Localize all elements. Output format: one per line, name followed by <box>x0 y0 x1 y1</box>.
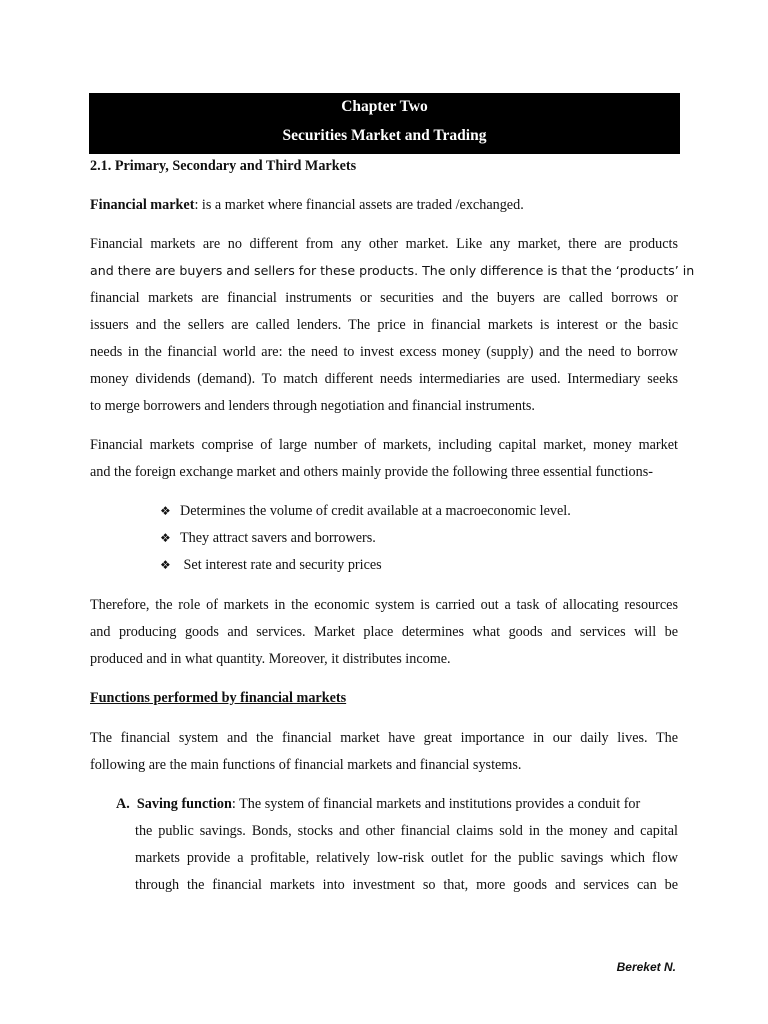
list-item-text: : The system of financial markets and institutions provides a conduit for <box>231 796 641 812</box>
para1-line: money dividends (demand). To match different needs intermediaries are used. Intermediary seeks <box>90 371 678 387</box>
diamond-bullet-icon: ❖ <box>160 504 171 518</box>
functions-heading <box>90 689 678 707</box>
diamond-bullet-icon: ❖ <box>160 558 171 572</box>
para2-line: and the foreign exchange market and others mainly provide the following three essential functions- <box>90 464 653 480</box>
section-heading: 2.1. Primary, Secondary and Third Markets <box>90 158 357 174</box>
definition-term: Financial market <box>90 197 195 213</box>
chapter-title-box <box>89 93 680 154</box>
bullet-item <box>160 502 571 520</box>
chapter-label: Chapter Two <box>341 98 428 115</box>
para1-line: financial markets are financial instruments or securities and the buyers are called borrows or <box>90 290 678 306</box>
diamond-bullet-icon: ❖ <box>160 531 171 545</box>
bullet-text: Determines the volume of credit available at a macroeconomic level. <box>180 503 571 519</box>
para3-line: Therefore, the role of markets in the economic system is carried out a task of allocating resources <box>90 597 678 613</box>
para1-line: and there are buyers and sellers for these products. The only difference is that the ‘products’ in <box>90 263 695 278</box>
list-item-term: Saving function <box>136 796 232 812</box>
para3-line: produced and in what quantity. Moreover, it distributes income. <box>90 651 451 667</box>
list-item-a <box>116 795 640 813</box>
para1-line: needs in the financial world are: the need to invest excess money (supply) and the need to borrow <box>90 344 678 360</box>
bullet-item <box>160 556 382 574</box>
bullet-text: Set interest rate and security prices <box>180 557 382 573</box>
chapter-title: Securities Market and Trading <box>282 127 487 144</box>
functions-heading-text: Functions performed by financial markets <box>90 690 347 706</box>
para1-line: issuers and the sellers are called lenders. The price in financial markets is interest or the basic <box>90 317 678 333</box>
para2-line: Financial markets comprise of large number of markets, including capital market, money market <box>90 437 678 453</box>
list-marker: A. <box>116 796 130 812</box>
para4-line: following are the main functions of financial markets and financial systems. <box>90 757 522 773</box>
para1-line: to merge borrowers and lenders through negotiation and financial instruments. <box>90 398 535 414</box>
definition-text: : is a market where financial assets are traded /exchanged. <box>194 197 524 213</box>
para1-line: Financial markets are no different from any other market. Like any market, there are products <box>90 236 678 252</box>
bullet-item <box>160 529 376 547</box>
bullet-text: They attract savers and borrowers. <box>180 530 376 546</box>
para3-line: and producing goods and services. Market place determines what goods and services will be <box>90 624 678 640</box>
definition-paragraph <box>90 196 678 214</box>
page-footer-author: Bereket N. <box>616 960 676 974</box>
list-item-line: the public savings. Bonds, stocks and other financial claims sold in the money and capital <box>135 823 678 839</box>
list-item-line: through the financial markets into investment so that, more goods and services can be <box>135 877 678 893</box>
list-item-line: markets provide a profitable, relatively low-risk outlet for the public savings which flow <box>135 850 678 866</box>
para4-line: The financial system and the financial market have great importance in our daily lives. The <box>90 730 678 746</box>
